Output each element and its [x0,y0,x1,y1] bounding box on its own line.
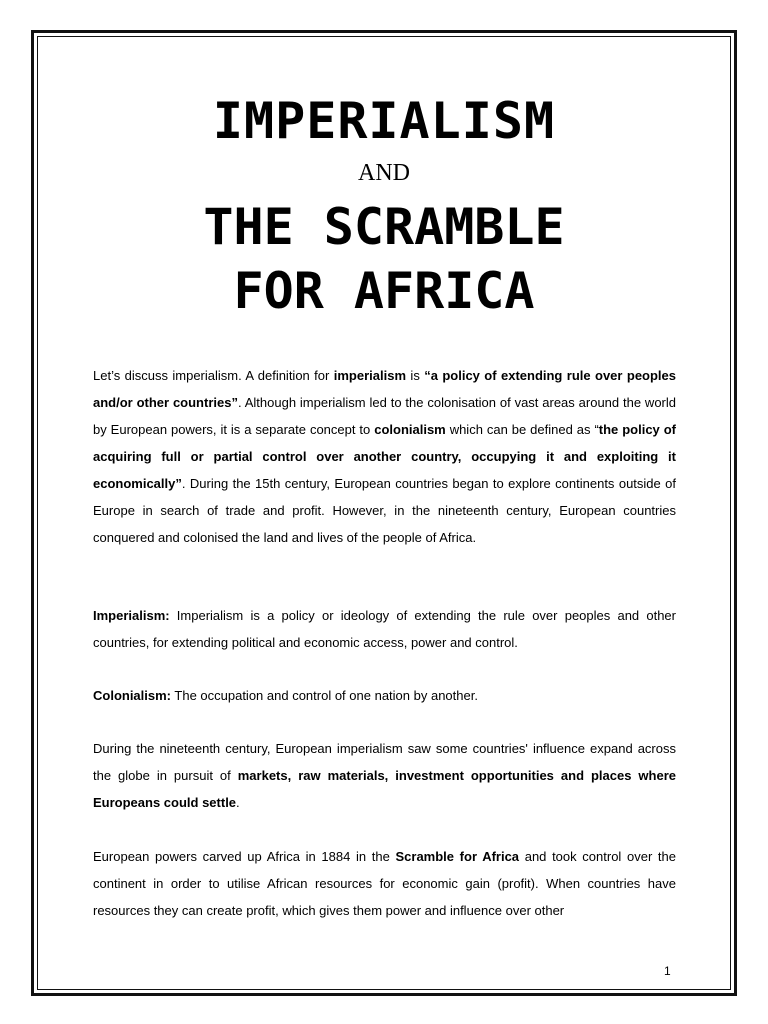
bold-definition: “a policy of extending rule over peoples and/or other countries” [93,368,676,410]
text-run: is [406,368,425,383]
text-run: The occupation and control of one nation by another. [171,688,478,703]
bold-term: imperialism [333,368,407,383]
title-line-2: THE SCRAMBLE [203,198,565,256]
bold-term: colonialism [374,422,446,437]
paragraph-colonialism-definition [93,682,676,709]
text-run: . [236,795,240,810]
text-run: Let’s discuss imperialism. A definition for [93,368,334,383]
bold-term: Imperialism: [93,608,170,623]
text-run: During the nineteenth century, European imperialism saw some countries' influence expand across the globe in pursuit of [93,741,676,783]
paragraph-imperialism-definition [93,602,676,656]
paragraph-intro [93,362,676,551]
text-run: and took control over the continent in order to utilise African resources for economic gain (profit). When countries have resources they can create profit, which gives them power and influence over other [93,849,677,918]
page-number: 1 [664,964,671,978]
title-line-3: FOR AFRICA [233,262,535,320]
bold-phrase: markets, raw materials, investment opportunities and places where Europeans could settle [93,768,677,810]
title-and: AND [358,160,410,186]
title-line-1: IMPERIALISM [212,92,556,150]
text-run: . During the 15th century, European countries began to explore continents outside of Europe in search of trade and profit. However, in the nineteenth century, European countries conquered and colonised the land and lives of the people of Africa. [93,476,676,545]
text-run: which can be defined as “ [445,422,599,437]
paragraph-scramble [93,843,676,924]
bold-term: Scramble for Africa [395,849,520,864]
text-run: Imperialism is a policy or ideology of extending the rule over peoples and other countries, for extending political and economic access, power and control. [93,608,676,650]
bold-term: Colonialism: [93,688,172,703]
bold-definition: the policy of acquiring full or partial control over another country, occupying it and exploiting it economically” [93,422,677,491]
paragraph-nineteenth-century [93,735,676,816]
text-run: European powers carved up Africa in 1884 in the [93,849,396,864]
text-run: . Although imperialism led to the colonisation of vast areas around the world by European powers, it is a separate concept to [93,395,676,437]
